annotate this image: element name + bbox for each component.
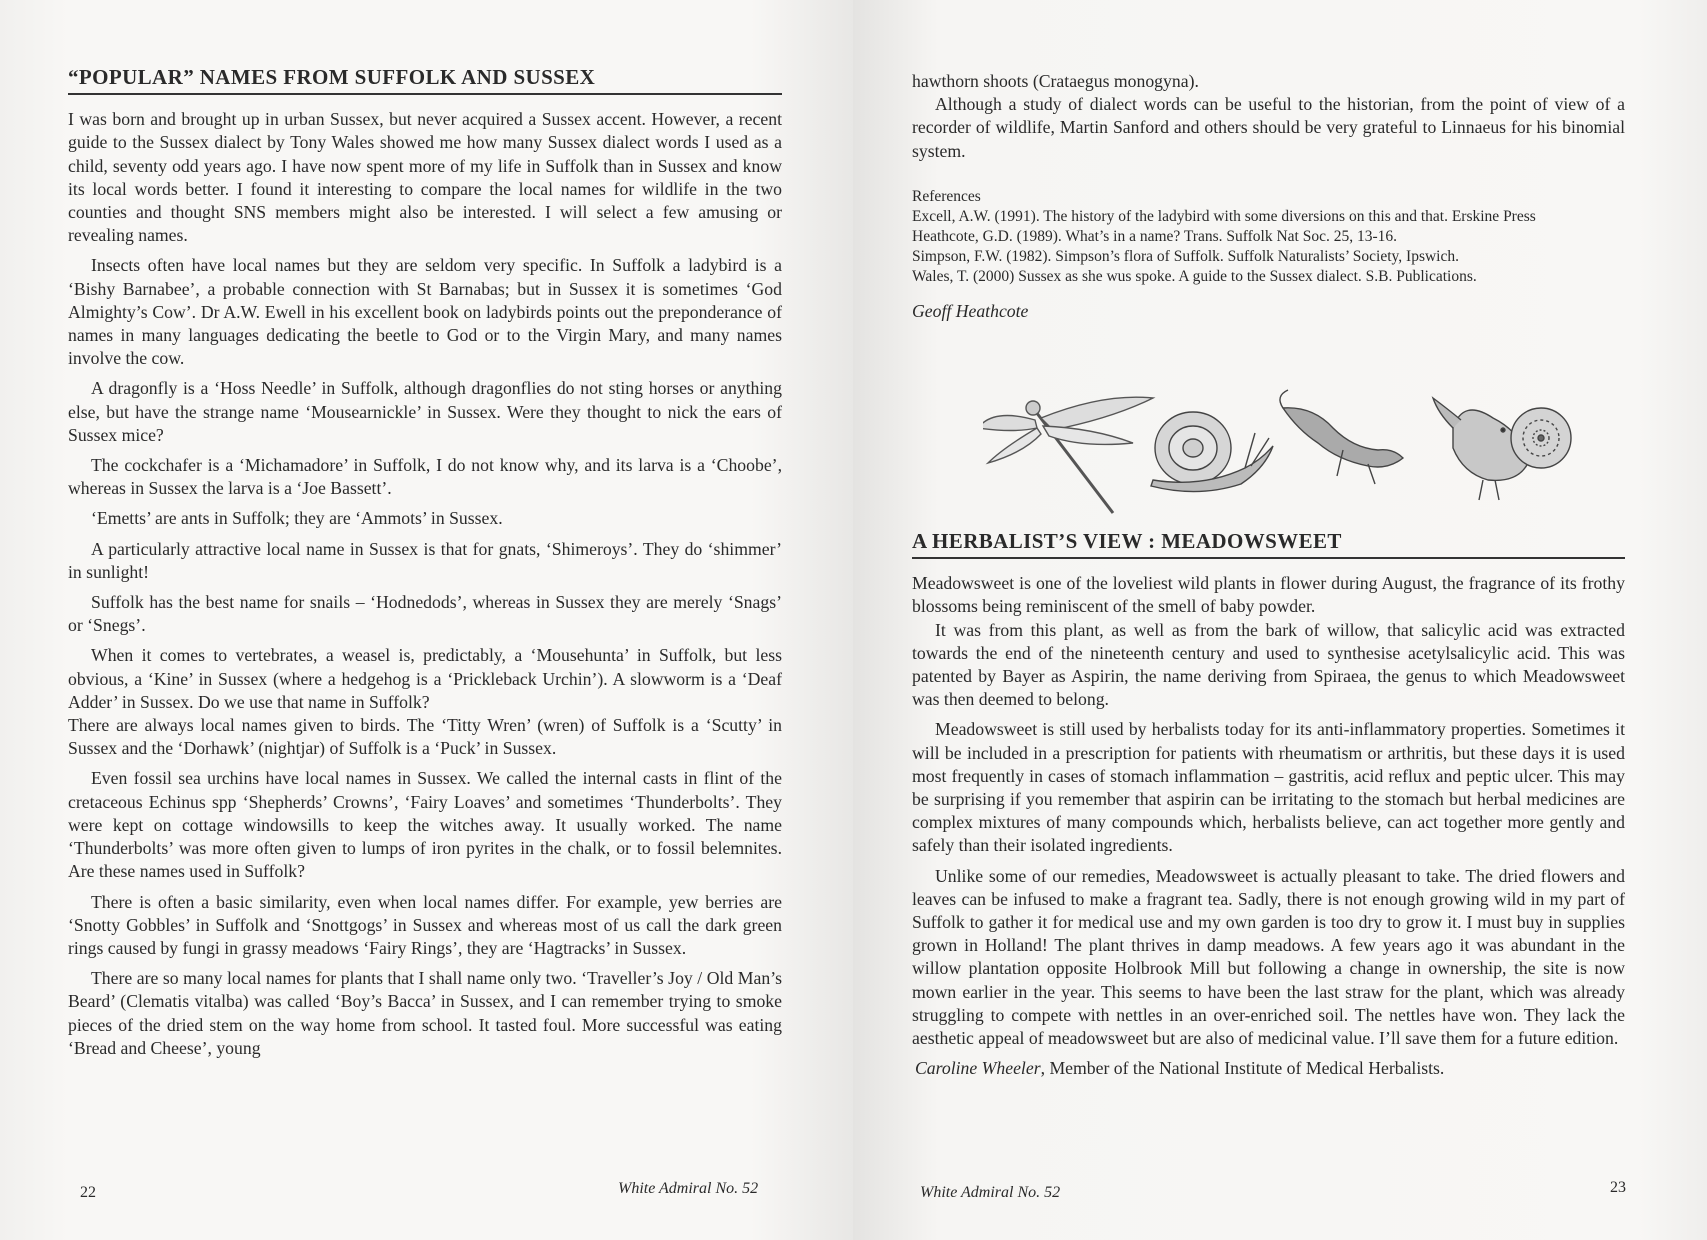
paragraph: ‘Emetts’ are ants in Suffolk; they are ‘Ammots’ in Sussex. [91,508,503,529]
paragraph: Although a study of dialect words can be useful to the historian, from the point of view of a recorder of wildlife, Martin Sanford and others should be very grateful to Linnaeus for his binomial system. [912,94,1625,161]
paragraph: It was from this plant, as well as from the bark of willow, that salicylic acid was extracted towards the end of the nineteenth century and used to synthesise acetylsalicylic acid. This was patented by Bayer as Aspirin, the name deriving from Spiraea, the genus to which Meadowsweet was then deemed to belong. [912,619,1625,710]
paragraph: I was born and brought up in urban Sussex, but never acquired a Sussex accent. However, a recent guide to the Sussex dialect by Tony Wales showed me how many Sussex dialect words I used as a child, seventy odd years ago. I have now spent more of my life in Suffolk than in Sussex and know its local words better. I found it interesting to compare the local names for wildlife in the two counties and thought SNS members might also be interested. I will select a few amusing or revealing names. [68,109,782,246]
paragraph: A dragonfly is a ‘Hoss Needle’ in Suffolk, although dragonflies do not sting horses or anything else, but have the strange name ‘Mousearnickle’ in Sussex. Were they thought to nick the ears of Sussex mice? [68,378,782,445]
paragraph: There is often a basic similarity, even when local names differ. For example, yew berries are ‘Snotty Gobbles’ in Suffolk and ‘Snottgogs’ in Sussex and whereas most of us call the dark green rings caused by fungi in grassy meadows ‘Fairy Rings’, they are ‘Hagtracks’ in Sussex. [68,891,782,958]
snail-icon [1151,412,1273,492]
page-number-right: 23 [1610,1179,1626,1196]
references-label: References [912,188,981,205]
right-article-continuation [912,70,1625,163]
journal-title: White Admiral No. 52 [618,1180,759,1197]
paragraph: There are so many local names for plants that I shall name only two. ‘Traveller’s Joy / Old Man’s Beard’ (Clematis vitalba) was called ‘Boy’s Bacca’ in Sussex, and I can remember trying to smoke pieces of the dried stem on the way home from school. It tasted foul. More successful was eating ‘Bread and Cheese’, young [68,968,782,1058]
reference-item: Simpson, F.W. (1982). Simpson’s flora of Suffolk. Suffolk Naturalists’ Society, Ipswich. [912,248,1459,265]
wildlife-illustrations [983,388,1573,528]
article-signature [912,1057,1625,1080]
paragraph: There are always local names given to birds. The ‘Titty Wren’ (wren) of Suffolk is a ‘Scutty’ in Sussex and the ‘Dorhawk’ (nightjar) of Suffolk is a ‘Puck’ in Sussex. [68,715,782,759]
reference-item: Excell, A.W. (1991). The history of the ladybird with some diversions on this and that. Erskine Press [912,208,1536,225]
page-number-left: 22 [80,1184,96,1201]
left-page [0,0,853,1240]
paragraph: hawthorn shoots (Crataegus monogyna). [912,71,1199,91]
journal-footer-right [920,1184,1060,1202]
paragraph: The cockchafer is a ‘Michamadore’ in Suffolk, I do not know why, and its larva is a ‘Choobe’, whereas in Sussex the larva is a ‘Joe Bassett’. [68,455,782,499]
dragonfly-icon [983,397,1153,513]
paragraph: Suffolk has the best name for snails – ‘Hodnedods’, whereas in Sussex they are merely ‘Snags’ or ‘Snegs’. [68,592,782,636]
journal-title: White Admiral No. 52 [920,1184,1061,1201]
sea-urchin-icon [1511,408,1571,468]
paragraph: Even fossil sea urchins have local names in Sussex. We called the internal casts in flint of the cretaceous Echinus spp ‘Shepherds’ Crowns’, ‘Fairy Loaves’ and sometimes ‘Thunderbolts’. They were kept on cottage windowsills to keep the witches away. It usually worked. The name ‘Thunderbolts’ was more often given to lumps of iron pyrites in the chalk, or to fossil belemnites. Are these names used in Suffolk? [68,768,782,882]
paragraph: Insects often have local names but they are seldom very specific. In Suffolk a ladybird is a ‘Bishy Barnabee’, a probable connection with St Barnabas; but in Sussex it is sometimes ‘God Almighty’s Cow’. Dr A.W. Ewell in his excellent book on ladybirds points out the preponderance of names in many languages dedicating the beetle to God or to the Virgin Mary, and many names involve the cow. [68,255,782,369]
references [912,187,1625,321]
journal-footer-left [618,1180,758,1198]
signature-name: Caroline Wheeler [915,1058,1041,1079]
weasel-icon [1280,390,1403,484]
reference-item: Heathcote, G.D. (1989). What’s in a name? Trans. Suffolk Nat Soc. 25, 13-16. [912,228,1398,245]
paragraph: A particularly attractive local name in Sussex is that for gnats, ‘Shimeroys’. They do ‘shimmer’ in sunlight! [68,538,782,582]
article-heading: “POPULAR” NAMES FROM SUFFOLK AND SUSSEX [68,66,782,95]
article-author: Geoff Heathcote [912,301,1029,321]
article-heading: A HERBALIST’S VIEW : MEADOWSWEET [912,530,1625,559]
right-page [853,0,1707,1240]
reference-item: Wales, T. (2000) Sussex as she wus spoke. A guide to the Sussex dialect. S.B. Publications. [912,268,1477,285]
left-article [68,66,782,1060]
paragraph: Meadowsweet is one of the loveliest wild plants in flower during August, the fragrance of its frothy blossoms being reminiscent of the smell of baby powder. [912,573,1625,617]
paragraph: Unlike some of our remedies, Meadowsweet is actually pleasant to take. The dried flowers and leaves can be infused to make a fragrant tea. Sadly, there is not enough growing wild in my part of Suffolk to gather it for medical use and my own garden is too dry to grow it. I must buy in supplies grown in Holland! The plant thrives in damp meadows. A few years ago it was abundant in the willow plantation opposite Holbrook Mill but following a change in ownership, the site is now mown earlier in the year. This seems to have been the last straw for the plant, which was already struggling to compete with nettles in an over-enriched soil. The nettles have won. They lack the aesthetic appeal of meadowsweet but are also of medicinal value. I’ll save them for a future edition. [912,865,1625,1049]
signature-affiliation: , Member of the National Institute of Medical Herbalists. [1040,1058,1445,1079]
paragraph: Meadowsweet is still used by herbalists today for its anti-inflammatory properties. Sometimes it will be included in a prescription for patients with rheumatism or arthritis, but these days it is used most frequently in cases of stomach inflammation – gastritis, acid reflux and peptic ulcer. This may be surprising if you remember that aspirin can be irritating to the stomach but herbal medicines are complex mixtures of many compounds which, herbalists believe, can act together more gently and safely than their isolated ingredients. [912,719,1625,856]
paragraph: When it comes to vertebrates, a weasel is, predictably, a ‘Mousehunta’ in Suffolk, but less obvious, a ‘Kine’ in Sussex (where a hedgehog is a ‘Prickleback Urchin’). A slowworm is a ‘Deaf Adder’ in Sussex. Do we use that name in Suffolk? [68,645,782,712]
herbalist-article [912,530,1625,1080]
